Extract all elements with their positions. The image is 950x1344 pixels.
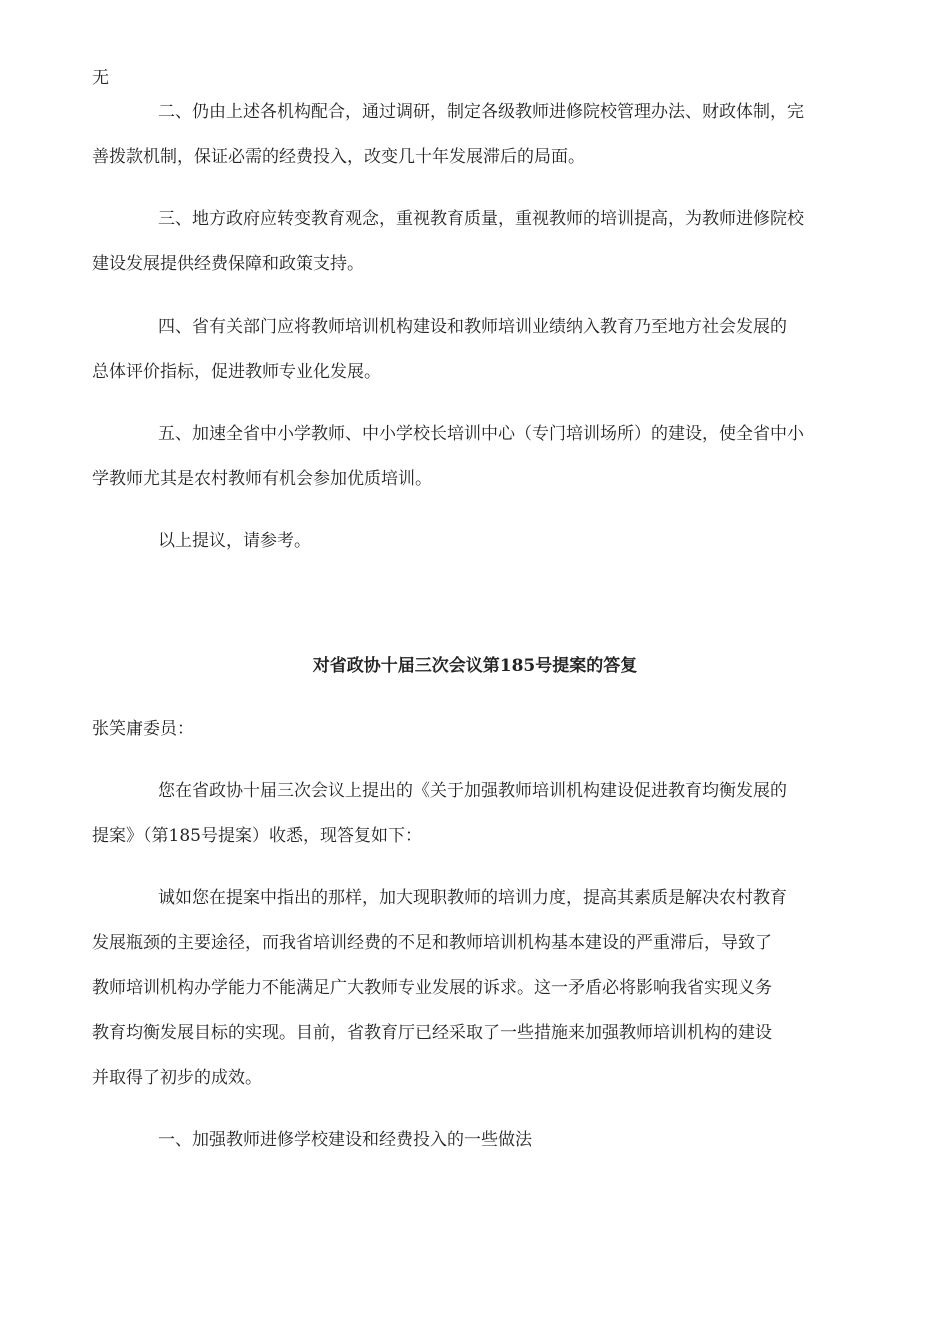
paragraph-line: 五、加速全省中小学教师、中小学校长培训中心（专门培训场所）的建设，使全省中小: [158, 424, 804, 444]
paragraph-line: 善拨款机制，保证必需的经费投入，改变几十年发展滞后的局面。: [92, 147, 585, 167]
paragraph-line: 三、地方政府应转变教育观念，重视教育质量，重视教师的培训提高，为教师进修院校: [158, 209, 804, 229]
paragraph-line: 诚如您在提案中指出的那样，加大现职教师的培训力度，提高其素质是解决农村教育: [158, 888, 787, 908]
fragment-line: 无: [92, 68, 109, 88]
paragraph-line: 教师培训机构办学能力不能满足广大教师专业发展的诉求。这一矛盾必将影响我省实现义务: [92, 978, 772, 998]
paragraph-line: 总体评价指标，促进教师专业化发展。: [92, 362, 381, 382]
paragraph-line: 学教师尤其是农村教师有机会参加优质培训。: [92, 469, 432, 489]
paragraph-line: 四、省有关部门应将教师培训机构建设和教师培训业绩纳入教育乃至地方社会发展的: [158, 317, 787, 337]
paragraph-line: 二、仍由上述各机构配合，通过调研，制定各级教师进修院校管理办法、财政体制，完: [158, 102, 804, 122]
paragraph-line: 提案》（第185号提案）收悉，现答复如下：: [92, 826, 422, 846]
paragraph-line: 教育均衡发展目标的实现。目前，省教育厅已经采取了一些措施来加强教师培训机构的建设: [92, 1023, 772, 1043]
section-heading: 一、加强教师进修学校建设和经费投入的一些做法: [158, 1130, 532, 1150]
reply-title: 对省政协十届三次会议第185号提案的答复: [312, 656, 638, 676]
paragraph-line: 建设发展提供经费保障和政策支持。: [92, 254, 364, 274]
closing-line: 以上提议，请参考。: [158, 531, 311, 551]
paragraph-line: 发展瓶颈的主要途径，而我省培训经费的不足和教师培训机构基本建设的严重滞后，导致了: [92, 933, 772, 953]
salutation: 张笑庸委员：: [92, 719, 194, 739]
paragraph-line: 您在省政协十届三次会议上提出的《关于加强教师培训机构建设促进教育均衡发展的: [158, 781, 787, 801]
paragraph-line: 并取得了初步的成效。: [92, 1068, 262, 1088]
